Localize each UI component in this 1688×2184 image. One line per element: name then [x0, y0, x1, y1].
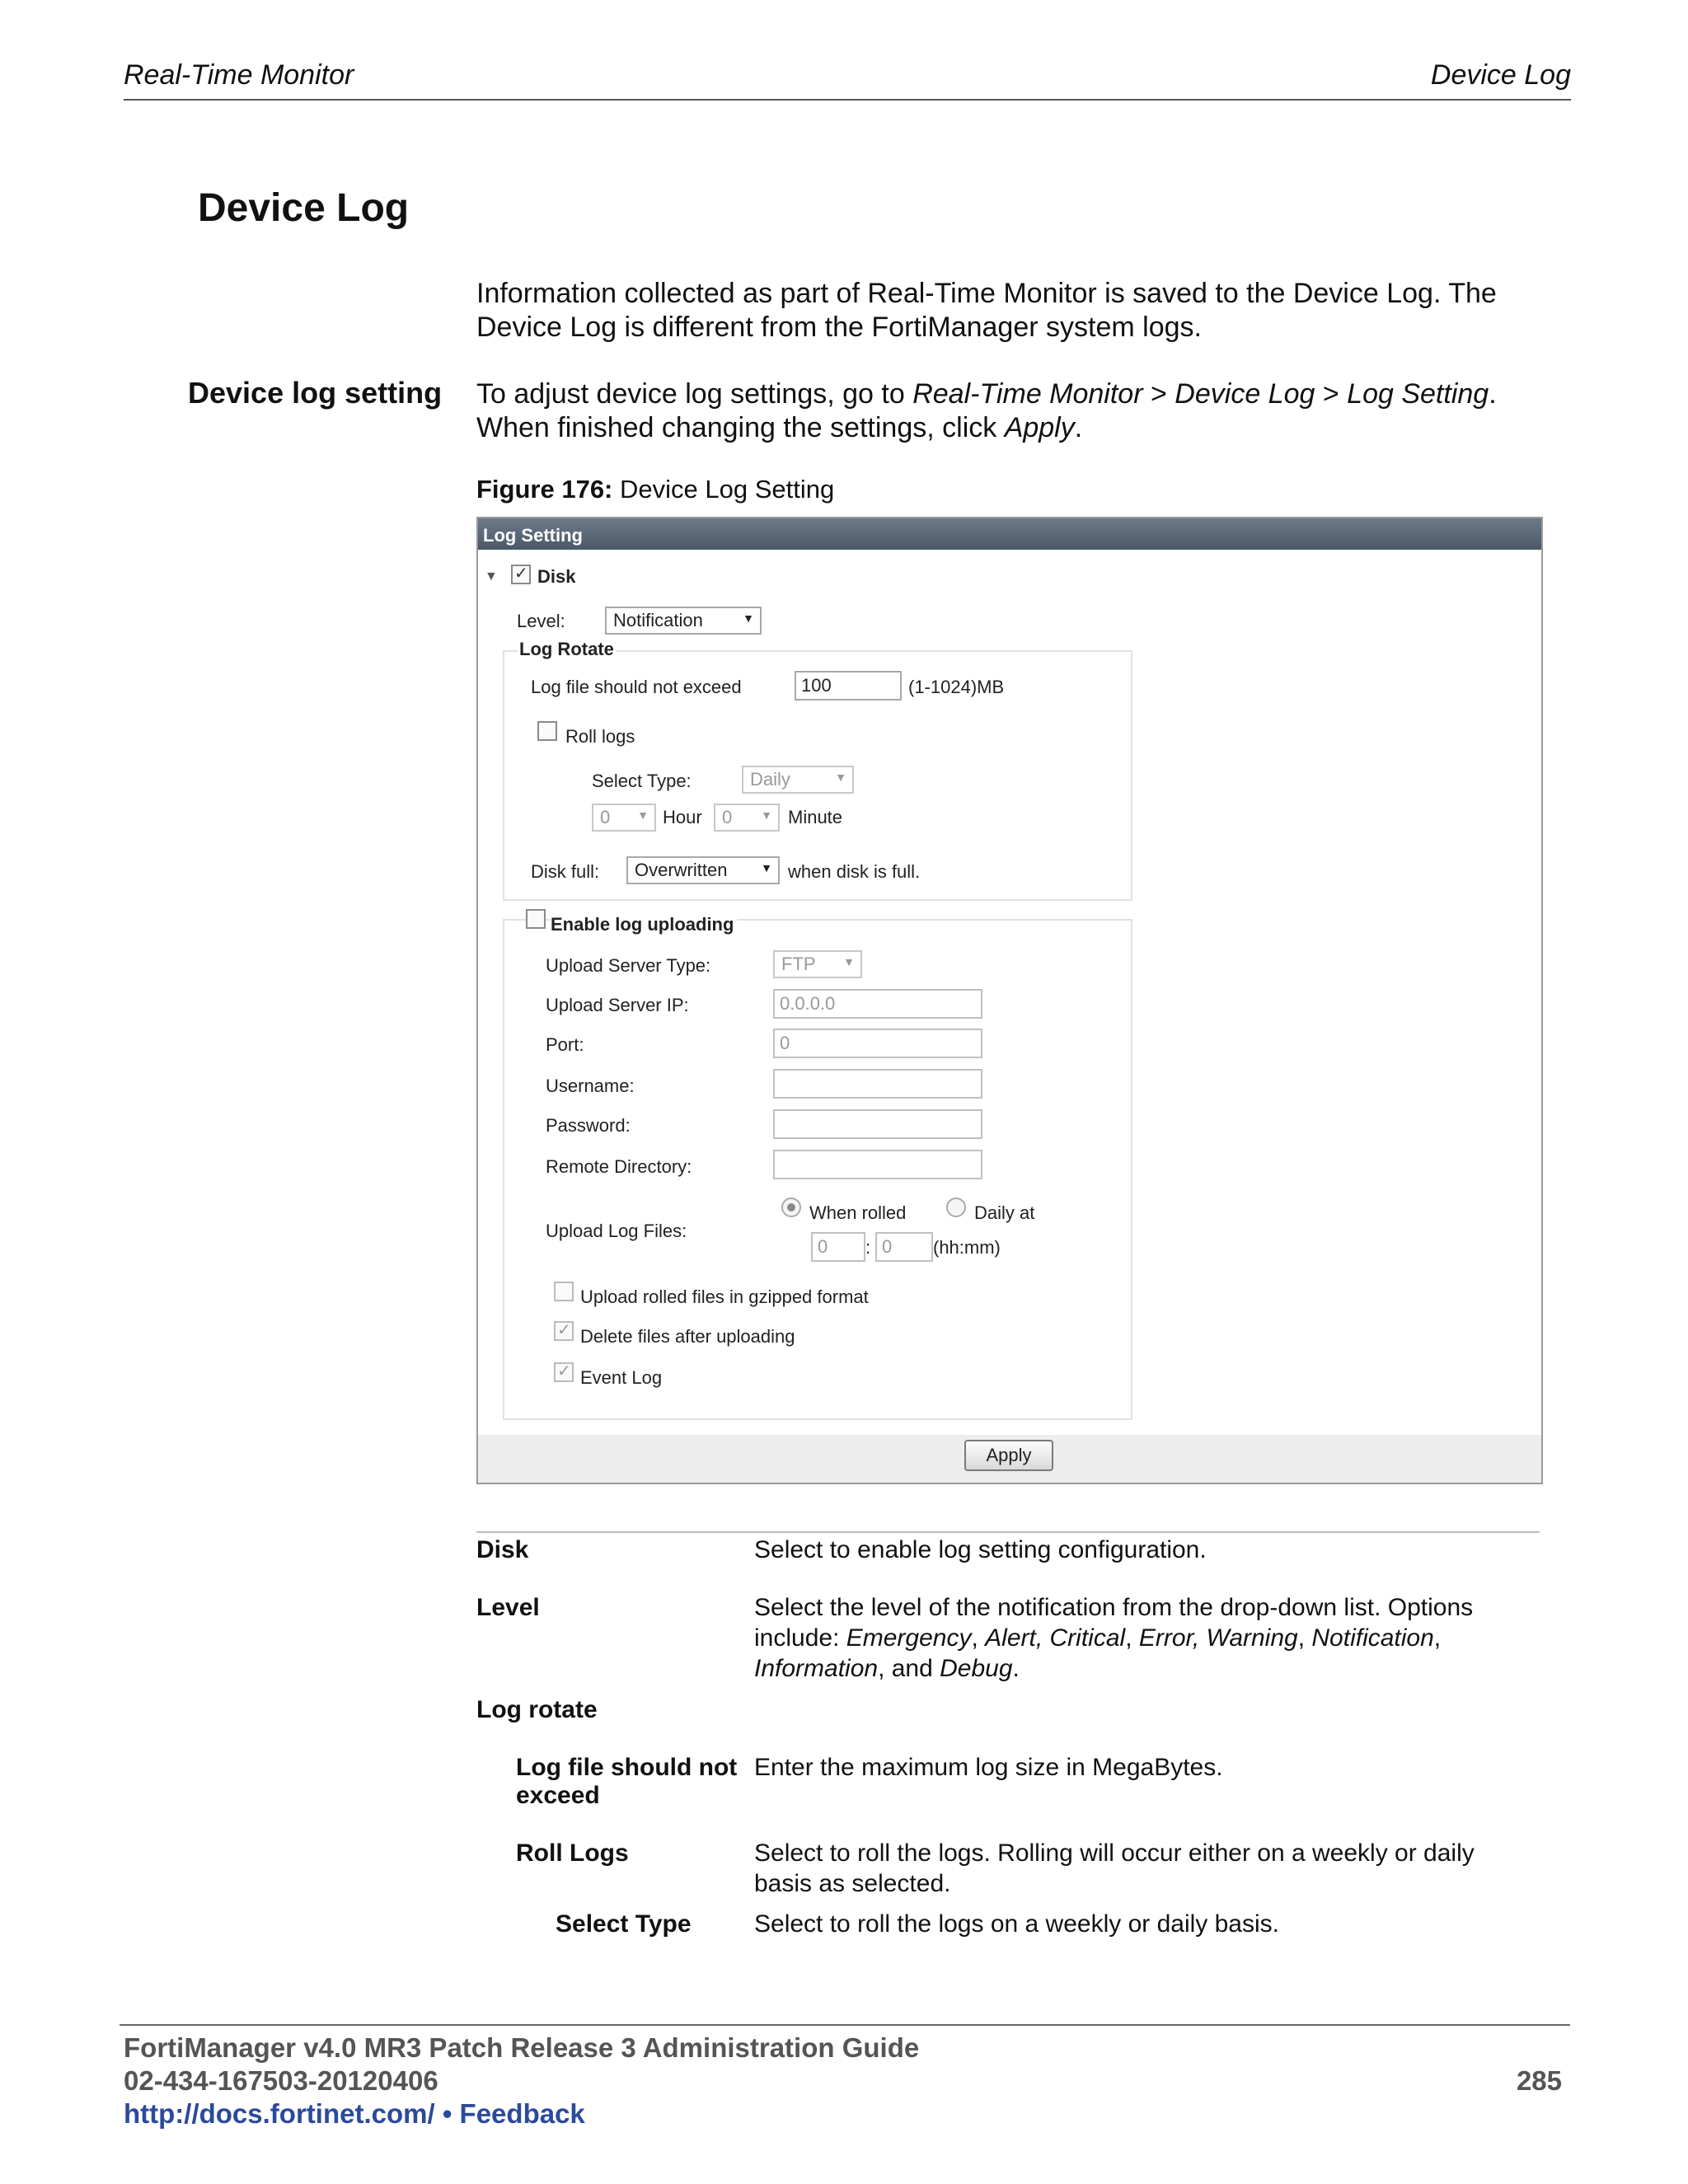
- hour-select[interactable]: 0 ▼: [592, 804, 656, 832]
- term-level: Level: [476, 1594, 540, 1621]
- password-label: Password:: [546, 1115, 631, 1136]
- panel-footer: [478, 1435, 1541, 1483]
- disk-full-select[interactable]: Overwritten ▼: [626, 856, 780, 884]
- log-rotate-legend: Log Rotate: [519, 639, 614, 659]
- chevron-down-icon: ▼: [637, 808, 649, 822]
- disk-full-suffix: when disk is full.: [788, 861, 921, 882]
- hhmm-hint: (hh:mm): [933, 1237, 1001, 1258]
- term-log-rotate: Log rotate: [476, 1696, 598, 1723]
- running-header: [124, 59, 1571, 101]
- term-roll-logs: Roll Logs: [516, 1840, 629, 1867]
- table-top-rule: [476, 1531, 1540, 1533]
- roll-logs-checkbox[interactable]: [537, 721, 557, 741]
- log-setting-screenshot: [476, 517, 1543, 1484]
- max-size-label: Log file should not exceed: [531, 677, 742, 697]
- minute-label: Minute: [788, 807, 843, 827]
- footer-guide-title: FortiManager v4.0 MR3 Patch Release 3 Administration Guide: [124, 2032, 920, 2063]
- username-label: Username:: [546, 1076, 635, 1096]
- collapse-arrow-icon[interactable]: ▼: [485, 569, 498, 583]
- port-label: Port:: [546, 1034, 584, 1055]
- chevron-down-icon: ▼: [761, 808, 772, 822]
- server-type-select[interactable]: FTP ▼: [773, 950, 862, 978]
- intro-paragraph: Information collected as part of Real-Time Monitor is saved to the Device Log. The Device Log is different from the FortiManager system logs.: [476, 278, 1497, 343]
- roll-logs-label: Roll logs: [565, 726, 635, 747]
- hh-input[interactable]: 0: [811, 1232, 865, 1262]
- term-max-size: Log file should not exceed: [516, 1754, 738, 1809]
- select-type-label: Select Type:: [592, 771, 692, 791]
- daily-at-radio[interactable]: [946, 1197, 966, 1217]
- page-footer: [120, 2024, 1570, 2129]
- time-colon: :: [865, 1237, 871, 1258]
- username-input[interactable]: [773, 1069, 982, 1099]
- select-type-select[interactable]: Daily ▼: [742, 766, 854, 794]
- port-input[interactable]: 0: [773, 1029, 982, 1058]
- disk-label: Disk: [537, 566, 576, 587]
- gzip-label: Upload rolled files in gzipped format: [580, 1286, 869, 1307]
- gzip-checkbox[interactable]: [554, 1282, 574, 1301]
- enable-upload-checkbox[interactable]: [526, 909, 546, 929]
- password-input[interactable]: [773, 1109, 982, 1139]
- figure-caption: Figure 176: Device Log Setting: [476, 475, 835, 504]
- disk-checkbox[interactable]: [511, 565, 531, 584]
- footer-links: http://docs.fortinet.com/ • Feedback: [124, 2098, 585, 2129]
- disk-full-label: Disk full:: [531, 861, 600, 882]
- server-ip-input[interactable]: 0.0.0.0: [773, 989, 982, 1019]
- when-rolled-radio[interactable]: [781, 1197, 801, 1217]
- chevron-down-icon: ▼: [743, 612, 754, 625]
- minute-select[interactable]: 0 ▼: [714, 804, 780, 832]
- event-log-checkbox[interactable]: [554, 1362, 574, 1382]
- desc-select-type: Select to roll the logs on a weekly or daily basis.: [754, 1910, 1279, 1938]
- delete-files-checkbox[interactable]: [554, 1321, 574, 1341]
- desc-max-size: Enter the maximum log size in MegaBytes.: [754, 1754, 1223, 1781]
- feedback-link[interactable]: Feedback: [459, 2098, 585, 2129]
- chevron-down-icon: ▼: [835, 771, 846, 784]
- page-number: 285: [1516, 2065, 1562, 2096]
- desc-roll-logs: Select to roll the logs. Rolling will occur either on a weekly or daily basis as selected.: [754, 1840, 1475, 1897]
- footer-doc-id: 02-434-167503-20120406: [124, 2065, 438, 2096]
- level-label: Level:: [517, 611, 565, 631]
- term-select-type: Select Type: [556, 1910, 692, 1938]
- section-heading: Device log setting: [188, 376, 443, 410]
- desc-level: Select the level of the notification from the drop-down list. Options include: Emergency, Alert, Critical, Error, Warning, Notification, Information, and Debug.: [754, 1594, 1474, 1682]
- chevron-down-icon: ▼: [843, 955, 855, 968]
- upload-files-label: Upload Log Files:: [546, 1221, 687, 1241]
- remote-dir-input[interactable]: [773, 1150, 982, 1179]
- section-paragraph: To adjust device log settings, go to Real-Time Monitor > Device Log > Log Setting. When finished changing the settings, click Apply.: [476, 378, 1497, 443]
- chevron-down-icon: ▼: [761, 861, 772, 874]
- when-rolled-label: When rolled: [809, 1202, 907, 1223]
- max-size-hint: (1-1024)MB: [908, 677, 1005, 697]
- panel-title-bar: [478, 518, 1541, 550]
- server-type-label: Upload Server Type:: [546, 955, 711, 976]
- remote-dir-label: Remote Directory:: [546, 1156, 692, 1177]
- level-select[interactable]: Notification ▼: [605, 607, 762, 635]
- panel-title: Log Setting: [483, 525, 583, 546]
- mm-input[interactable]: 0: [875, 1232, 933, 1262]
- daily-at-label: Daily at: [974, 1202, 1035, 1223]
- term-disk: Disk: [476, 1536, 529, 1563]
- event-log-label: Event Log: [580, 1367, 663, 1388]
- hour-label: Hour: [663, 807, 702, 827]
- docs-link[interactable]: http://docs.fortinet.com/: [124, 2098, 435, 2129]
- delete-files-label: Delete files after uploading: [580, 1326, 795, 1347]
- server-ip-label: Upload Server IP:: [546, 995, 689, 1015]
- page-title: Device Log: [198, 186, 410, 230]
- header-chapter: Real-Time Monitor: [124, 59, 354, 91]
- header-section: Device Log: [1430, 59, 1571, 91]
- desc-disk: Select to enable log setting configuration.: [754, 1536, 1207, 1563]
- apply-button[interactable]: Apply: [964, 1440, 1053, 1471]
- enable-upload-label: Enable log uploading: [551, 914, 737, 935]
- max-size-input[interactable]: 100: [795, 671, 902, 701]
